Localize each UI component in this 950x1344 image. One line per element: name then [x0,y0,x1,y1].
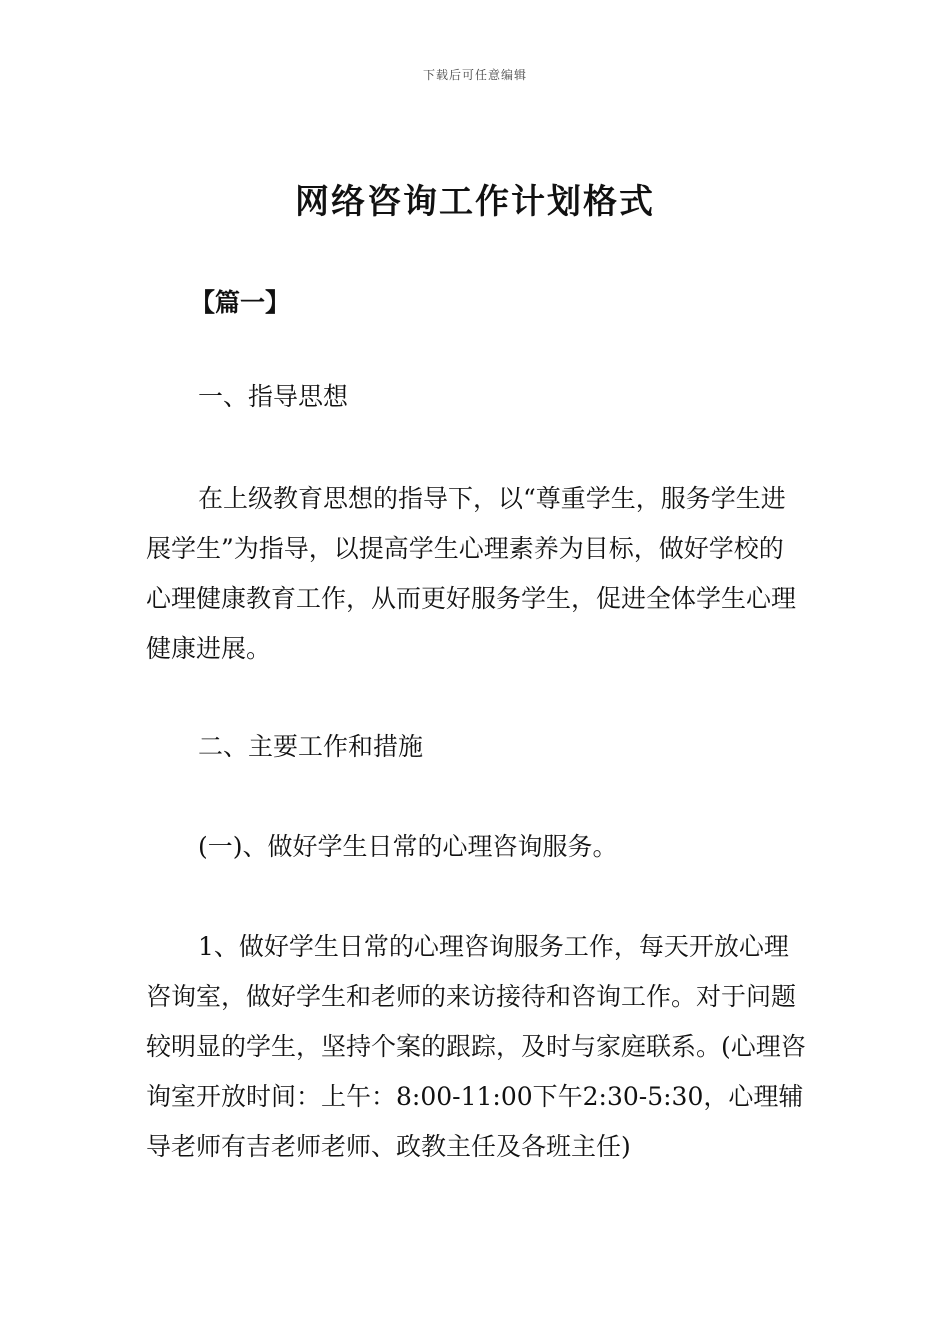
heading-guiding-thought: 一、指导思想 [198,382,349,411]
subheading-counseling-service: (一)、做好学生日常的心理咨询服务。 [198,832,618,861]
paragraph-counseling-service: 1、做好学生日常的心理咨询服务工作，每天开放心理咨询室，做好学生和老师的来访接待和咨询工作。对于问题较明显的学生，坚持个案的跟踪，及时与家庭联系。(心理咨询室开放时间：上午：8:00-11:00下午2:30-5:30，心理辅导老师有吉老师老师、政教主任及各班主任) [146,932,806,1161]
section-tag: 【篇一】 [190,288,291,317]
heading-main-work: 二、主要工作和措施 [198,732,424,761]
header-note: 下载后可任意编辑 [422,68,527,82]
paragraph-guiding-thought: 在上级教育思想的指导下，以“尊重学生，服务学生进展学生”为指导，以提高学生心理素养为目标，做好学校的心理健康教育工作，从而更好服务学生，促进全体学生心理健康进展。 [146,484,797,663]
document-title: 网络咨询工作计划格式 [295,182,655,222]
